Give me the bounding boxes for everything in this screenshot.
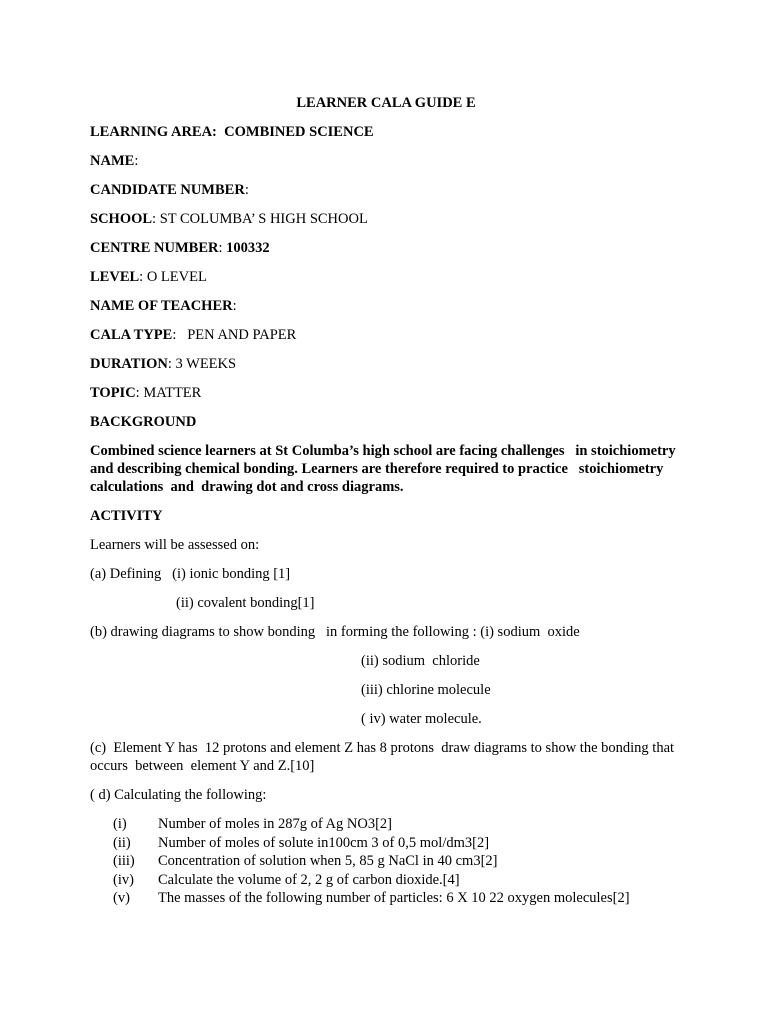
- name-field: [90, 152, 690, 170]
- school-value: : ST COLUMBA’ S HIGH SCHOOL: [152, 211, 368, 227]
- activity-intro: Learners will be assessed on:: [90, 537, 260, 553]
- list-item-number: (iv): [113, 871, 134, 888]
- cala-type-field: [90, 326, 690, 344]
- list-item-text: The masses of the following number of particles: 6 X 10 22 oxygen molecules[2]: [158, 890, 630, 906]
- list-item-text: Calculate the volume of 2, 2 g of carbon dioxide.[4]: [158, 871, 460, 888]
- topic-value: : MATTER: [135, 385, 202, 401]
- document-title: LEARNER CALA GUIDE E: [296, 95, 476, 111]
- candidate-number-field: [90, 181, 690, 199]
- activity-item-b1: (b) drawing diagrams to show bonding in forming the following : (i) sodium oxide: [90, 624, 580, 640]
- level-field: [90, 268, 690, 286]
- list-item: [90, 834, 690, 853]
- activity-item-a2: (ii) covalent bonding[1]: [176, 595, 315, 611]
- duration-field: [90, 355, 690, 373]
- candidate-number-separator: :: [244, 182, 249, 198]
- learning-area-field: [90, 123, 690, 141]
- candidate-number-label: CANDIDATE NUMBER: [90, 182, 245, 198]
- activity-item-b2: (ii) sodium chloride: [361, 653, 480, 669]
- list-item-number: (i): [113, 816, 127, 832]
- list-item-text: Number of moles in 287g of Ag NO3[2]: [158, 816, 392, 832]
- activity-item-b3: (iii) chlorine molecule: [361, 682, 491, 698]
- centre-number-field: [90, 239, 690, 257]
- teacher-separator: :: [232, 298, 237, 314]
- centre-number-value: 100332: [226, 240, 270, 256]
- school-label: SCHOOL: [90, 211, 153, 227]
- topic-label: TOPIC: [90, 385, 136, 401]
- learning-area-label: LEARNING AREA:: [90, 124, 217, 140]
- list-item-number: (iii): [113, 853, 135, 869]
- list-item-number: (v): [113, 890, 130, 906]
- activity-heading: ACTIVITY: [90, 508, 163, 524]
- cala-type-value: : PEN AND PAPER: [172, 327, 297, 343]
- teacher-field: [90, 297, 690, 315]
- activity-item-b4: ( iv) water molecule.: [361, 711, 482, 727]
- cala-type-label: CALA TYPE: [90, 327, 173, 343]
- teacher-label: NAME OF TEACHER: [90, 298, 233, 314]
- list-item: [90, 852, 690, 871]
- list-item: [90, 815, 690, 834]
- calculation-list: [90, 815, 690, 908]
- list-item-text: Concentration of solution when 5, 85 g NaCl in 40 cm3[2]: [158, 853, 498, 869]
- list-item: [90, 871, 690, 890]
- centre-number-separator: :: [218, 240, 223, 256]
- school-field: [90, 210, 690, 228]
- background-heading: BACKGROUND: [90, 414, 197, 430]
- list-item-text: Number of moles of solute in100cm 3 of 0,5 mol/dm3[2]: [158, 834, 490, 851]
- document-page: [90, 94, 690, 908]
- name-label: NAME: [90, 153, 135, 169]
- learning-area-value: COMBINED SCIENCE: [224, 124, 374, 140]
- activity-item-d: ( d) Calculating the following:: [90, 787, 267, 803]
- list-item: [90, 889, 690, 908]
- activity-item-a1: (a) Defining (i) ionic bonding [1]: [90, 566, 291, 582]
- activity-item-c: (c) Element Y has 12 protons and element Z has 8 protons draw diagrams to show the bonding that occurs between element Y and Z.[10]: [90, 740, 678, 774]
- level-value: : O LEVEL: [139, 269, 207, 285]
- duration-label: DURATION: [90, 356, 168, 372]
- topic-field: [90, 384, 690, 402]
- name-separator: :: [134, 153, 139, 169]
- level-label: LEVEL: [90, 269, 140, 285]
- duration-value: : 3 WEEKS: [167, 356, 237, 372]
- background-text: Combined science learners at St Columba’s high school are facing challenges in stoichiometry and describing chemical bonding. Learners are therefore required to practice stoichiometry calculations and drawing dot and cross diagrams.: [90, 443, 680, 495]
- centre-number-label: CENTRE NUMBER: [90, 240, 219, 256]
- list-item-number: (ii): [113, 834, 131, 851]
